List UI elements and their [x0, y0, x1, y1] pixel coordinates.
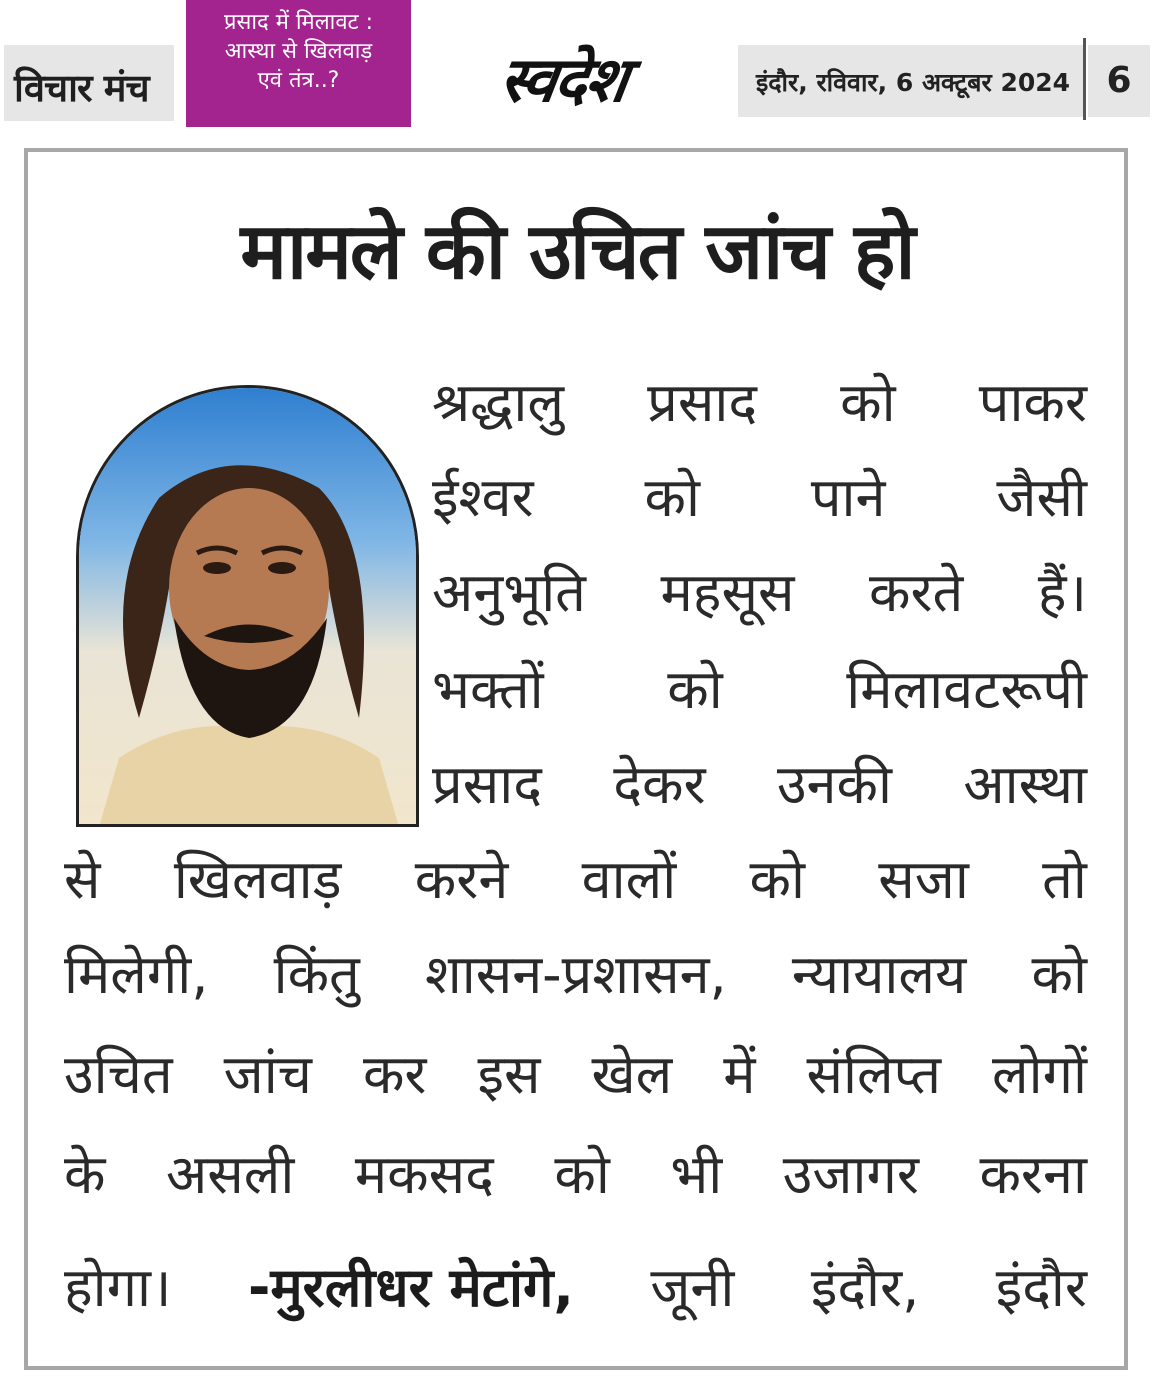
article-line: [64, 1040, 1087, 1110]
article-line-last: [64, 1253, 1087, 1323]
article-word: सजा: [878, 848, 969, 911]
article-word: न्यायालय: [791, 943, 967, 1006]
article-word: उजागर: [782, 1143, 919, 1206]
article-line: [64, 845, 1087, 915]
article-word: लोगों: [992, 1043, 1087, 1106]
page-number: 6: [1088, 45, 1150, 117]
article-word: प्रसाद: [432, 753, 542, 816]
article-word: श्रद्धालु: [432, 371, 564, 434]
article-word: को: [840, 371, 896, 434]
article-headline: मामले की उचित जांच हो: [240, 207, 914, 297]
article-word: करना: [979, 1143, 1087, 1206]
article-word: खेल: [591, 1043, 673, 1106]
article-word: से: [64, 848, 101, 911]
article-word: पाकर: [978, 371, 1087, 434]
dateline-text: इंदौर, रविवार, 6 अक्टूबर 2024: [756, 68, 1071, 97]
article-word: तो: [1042, 848, 1087, 911]
article-word: जैसी: [996, 466, 1087, 529]
kicker-line: आस्था से खिलवाड़: [224, 39, 373, 64]
article-word: शासन-प्रशासन,: [424, 943, 727, 1006]
article-word: भक्तों: [432, 658, 544, 721]
article-word: महसूस: [660, 561, 795, 624]
article-line: [64, 1140, 1087, 1210]
author-name: -मुरलीधर मेटांगे,: [247, 1256, 574, 1319]
newspaper-masthead-logo: स्वदेश: [495, 43, 632, 116]
article-word: होगा।: [64, 1256, 172, 1319]
article-line: [432, 750, 1087, 820]
article-word: करने: [414, 848, 509, 911]
dateline: [738, 45, 1085, 117]
article-word: के: [64, 1143, 106, 1206]
author-location-word: जूनी: [650, 1256, 735, 1319]
article-word: उचित: [64, 1043, 173, 1106]
article-word: प्रसाद: [647, 371, 758, 434]
article-word: मिलेगी,: [64, 943, 209, 1006]
article-word: किंतु: [273, 943, 360, 1006]
section-label: [4, 45, 174, 121]
article-word: जांच: [223, 1043, 312, 1106]
article-line: [64, 940, 1087, 1010]
kicker-line: एवं तंत्र..?: [257, 68, 340, 93]
article-word: ईश्वर: [432, 466, 534, 529]
article-word: आस्था: [963, 753, 1087, 816]
article-word: को: [667, 658, 723, 721]
kicker-box: [186, 0, 411, 127]
article-word: कर: [362, 1043, 427, 1106]
article-line: [432, 558, 1087, 628]
article-word: को: [749, 848, 805, 911]
article-word: भी: [670, 1143, 723, 1206]
article-word: हैं।: [1037, 561, 1087, 624]
article-word: मकसद: [354, 1143, 494, 1206]
article-line: [432, 463, 1087, 533]
header-divider: [1083, 38, 1086, 120]
article-word: संलिप्त: [806, 1043, 942, 1106]
kicker-line: प्रसाद में मिलावट :: [223, 10, 374, 35]
article-line: [432, 655, 1087, 725]
author-location-word: इंदौर: [995, 1256, 1087, 1319]
article-word: अनुभूति: [432, 561, 586, 624]
author-portrait-icon: [76, 385, 419, 827]
section-title: विचार मंच: [14, 66, 149, 110]
article-word: को: [1031, 943, 1087, 1006]
article-word: देकर: [613, 753, 706, 816]
article-line: [432, 368, 1087, 438]
article-word: उनकी: [776, 753, 892, 816]
article-word: को: [644, 466, 700, 529]
article-word: पाने: [810, 466, 886, 529]
article-word: इस: [477, 1043, 541, 1106]
article-word: असली: [166, 1143, 295, 1206]
article-word: वालों: [581, 848, 677, 911]
article-word: खिलवाड़: [173, 848, 342, 911]
article-word: मिलावटरूपी: [846, 658, 1087, 721]
article-word: को: [554, 1143, 610, 1206]
author-location-word: इंदौर,: [810, 1256, 920, 1319]
article-word: करते: [868, 561, 964, 624]
article-word: में: [723, 1043, 756, 1106]
